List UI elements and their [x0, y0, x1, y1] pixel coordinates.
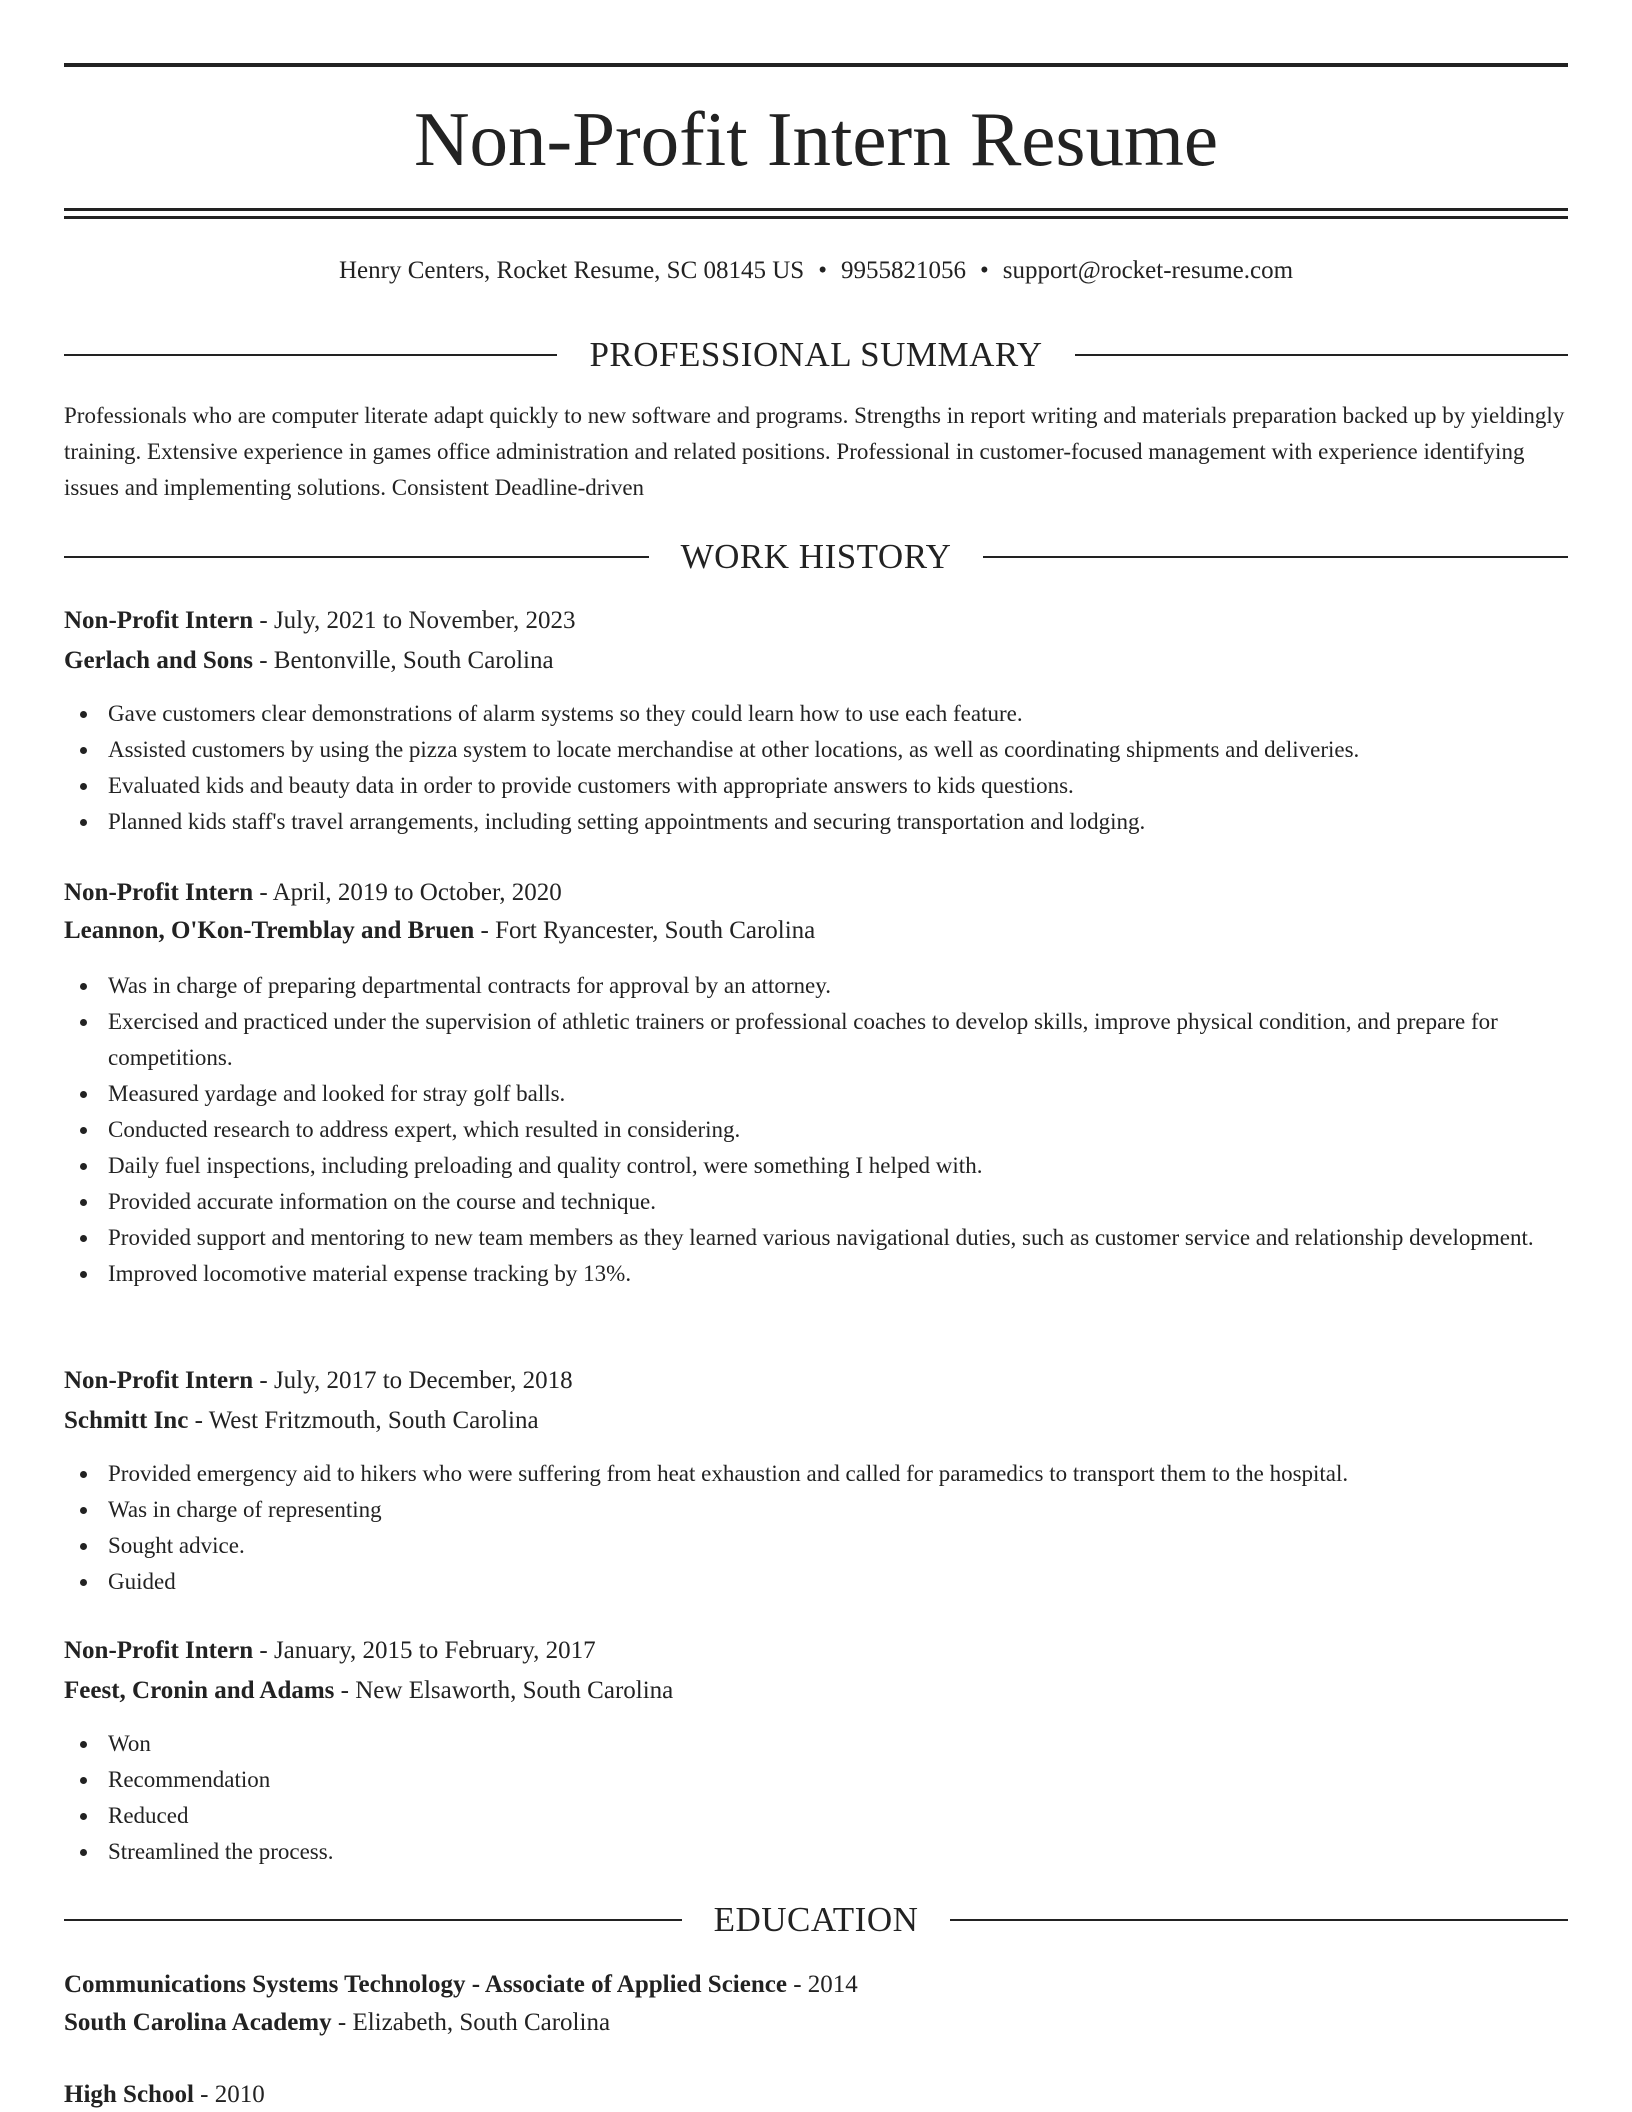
page-title: Non-Profit Intern Resume: [413, 96, 1219, 182]
contact-email: support@rocket-resume.com: [1002, 257, 1294, 284]
job-location: Fort Ryancester, South Carolina: [495, 917, 816, 944]
education-degree: Communications Systems Technology - Associate of Applied Science: [64, 1971, 787, 1998]
job-company-line: Feest, Cronin and Adams - New Elsaworth, South Carolina: [64, 1677, 674, 1704]
list-item: Exercised and practiced under the supervision of athletic trainers or professional coaches to develop skills, improve physical condition, and prepare for competitions.: [64, 1004, 1568, 1076]
education-degree: High School: [64, 2081, 194, 2108]
summary-section-heading: [64, 333, 1568, 377]
list-item: Won: [64, 1726, 1568, 1762]
contact-phone: 9955821056: [840, 257, 966, 284]
list-item: Evaluated kids and beauty data in order to provide customers with appropriate answers to kids questions.: [64, 768, 1568, 804]
list-item: Daily fuel inspections, including preloading and quality control, were something I helped with.: [64, 1148, 1568, 1184]
heading-rule-left: [64, 354, 557, 356]
education-heading: EDUCATION: [713, 1900, 919, 1939]
job-title-line: Non-Profit Intern - July, 2017 to December, 2018: [64, 1367, 573, 1394]
contact-separator: •: [979, 257, 989, 284]
list-item: Improved locomotive material expense tracking by 13%.: [64, 1256, 1568, 1292]
education-degree-line: Communications Systems Technology - Associate of Applied Science - 2014: [64, 1971, 858, 1998]
list-item: Provided support and mentoring to new team members as they learned various navigational duties, such as customer service and relationship development.: [64, 1220, 1568, 1256]
education-school: South Carolina Academy: [64, 2009, 332, 2036]
list-item: Sought advice.: [64, 1528, 1568, 1564]
job-dates: January, 2015 to February, 2017: [273, 1637, 596, 1664]
job-title: Non-Profit Intern: [64, 607, 254, 634]
job-dates: July, 2017 to December, 2018: [273, 1367, 573, 1394]
job-title-line: Non-Profit Intern - January, 2015 to February, 2017: [64, 1637, 596, 1664]
education-section-heading: [64, 1898, 1568, 1942]
contact-line: [64, 254, 1568, 288]
heading-rule-right: [1075, 354, 1568, 356]
job-bullets: [64, 1726, 1568, 1870]
contact-address: Henry Centers, Rocket Resume, SC 08145 US: [338, 257, 805, 284]
heading-rule-left: [64, 1919, 682, 1921]
job-location: New Elsaworth, South Carolina: [355, 1677, 674, 1704]
education-school-line: South Carolina Academy - Elizabeth, South Carolina: [64, 2009, 611, 2036]
list-item: Conducted research to address expert, which resulted in considering.: [64, 1112, 1568, 1148]
list-item: Gave customers clear demonstrations of alarm systems so they could learn how to use each feature.: [64, 696, 1568, 732]
job-bullets: [64, 968, 1568, 1292]
list-item: Was in charge of representing: [64, 1492, 1568, 1528]
list-item: Provided emergency aid to hikers who were suffering from heat exhaustion and called for paramedics to transport them to the hospital.: [64, 1456, 1568, 1492]
list-item: Was in charge of preparing departmental contracts for approval by an attorney.: [64, 968, 1568, 1004]
list-item: Streamlined the process.: [64, 1834, 1568, 1870]
job-title: Non-Profit Intern: [64, 1637, 254, 1664]
heading-rule-right: [950, 1919, 1568, 1921]
job-dates: July, 2021 to November, 2023: [273, 607, 576, 634]
job-title-line: Non-Profit Intern - July, 2021 to November, 2023: [64, 607, 576, 634]
job-title: Non-Profit Intern: [64, 1367, 254, 1394]
work-section-heading: [64, 535, 1568, 579]
contact-separator: •: [818, 257, 827, 284]
job-company-line: Leannon, O'Kon-Tremblay and Bruen - Fort Ryancester, South Carolina: [64, 917, 816, 944]
work-heading: WORK HISTORY: [680, 537, 952, 576]
job-company: Feest, Cronin and Adams: [64, 1677, 335, 1704]
summary-heading: PROFESSIONAL SUMMARY: [589, 335, 1043, 374]
title-rule-lower: [64, 216, 1568, 219]
education-year: 2010: [214, 2081, 265, 2108]
job-company: Schmitt Inc: [64, 1407, 189, 1434]
list-item: Assisted customers by using the pizza system to locate merchandise at other locations, as well as coordinating shipments and deliveries.: [64, 732, 1568, 768]
job-company: Gerlach and Sons: [64, 647, 253, 674]
education-degree-line: High School - 2010: [64, 2081, 265, 2108]
heading-rule-left: [64, 556, 649, 558]
job-location: Bentonville, South Carolina: [273, 647, 554, 674]
job-dates: April, 2019 to October, 2020: [272, 879, 562, 906]
list-item: Planned kids staff's travel arrangements, including setting appointments and securing transportation and lodging.: [64, 804, 1568, 840]
job-title-line: Non-Profit Intern - April, 2019 to October, 2020: [64, 879, 562, 906]
summary-text: Professionals who are computer literate adapt quickly to new software and programs. Strengths in report writing and materials preparation backed up by yieldingly training. Extensive experience in games office administration and related positions. Professional in customer-focused management with experience identifying issues and implementing solutions. Consistent Deadline-driven: [64, 403, 1565, 500]
job-company-line: Schmitt Inc - West Fritzmouth, South Carolina: [64, 1407, 539, 1434]
list-item: Guided: [64, 1564, 1568, 1600]
education-location: Elizabeth, South Carolina: [352, 2009, 611, 2036]
list-item: Reduced: [64, 1798, 1568, 1834]
job-bullets: [64, 1456, 1568, 1600]
list-item: Measured yardage and looked for stray golf balls.: [64, 1076, 1568, 1112]
list-item: Provided accurate information on the course and technique.: [64, 1184, 1568, 1220]
title-rule-upper: [64, 208, 1568, 211]
job-location: West Fritzmouth, South Carolina: [208, 1407, 539, 1434]
job-bullets: [64, 696, 1568, 840]
education-year: 2014: [807, 1971, 858, 1998]
heading-rule-right: [983, 556, 1568, 558]
top-rule: [64, 63, 1568, 67]
job-company: Leannon, O'Kon-Tremblay and Bruen: [64, 917, 475, 944]
job-title: Non-Profit Intern: [64, 879, 254, 906]
job-company-line: Gerlach and Sons - Bentonville, South Carolina: [64, 647, 554, 674]
list-item: Recommendation: [64, 1762, 1568, 1798]
